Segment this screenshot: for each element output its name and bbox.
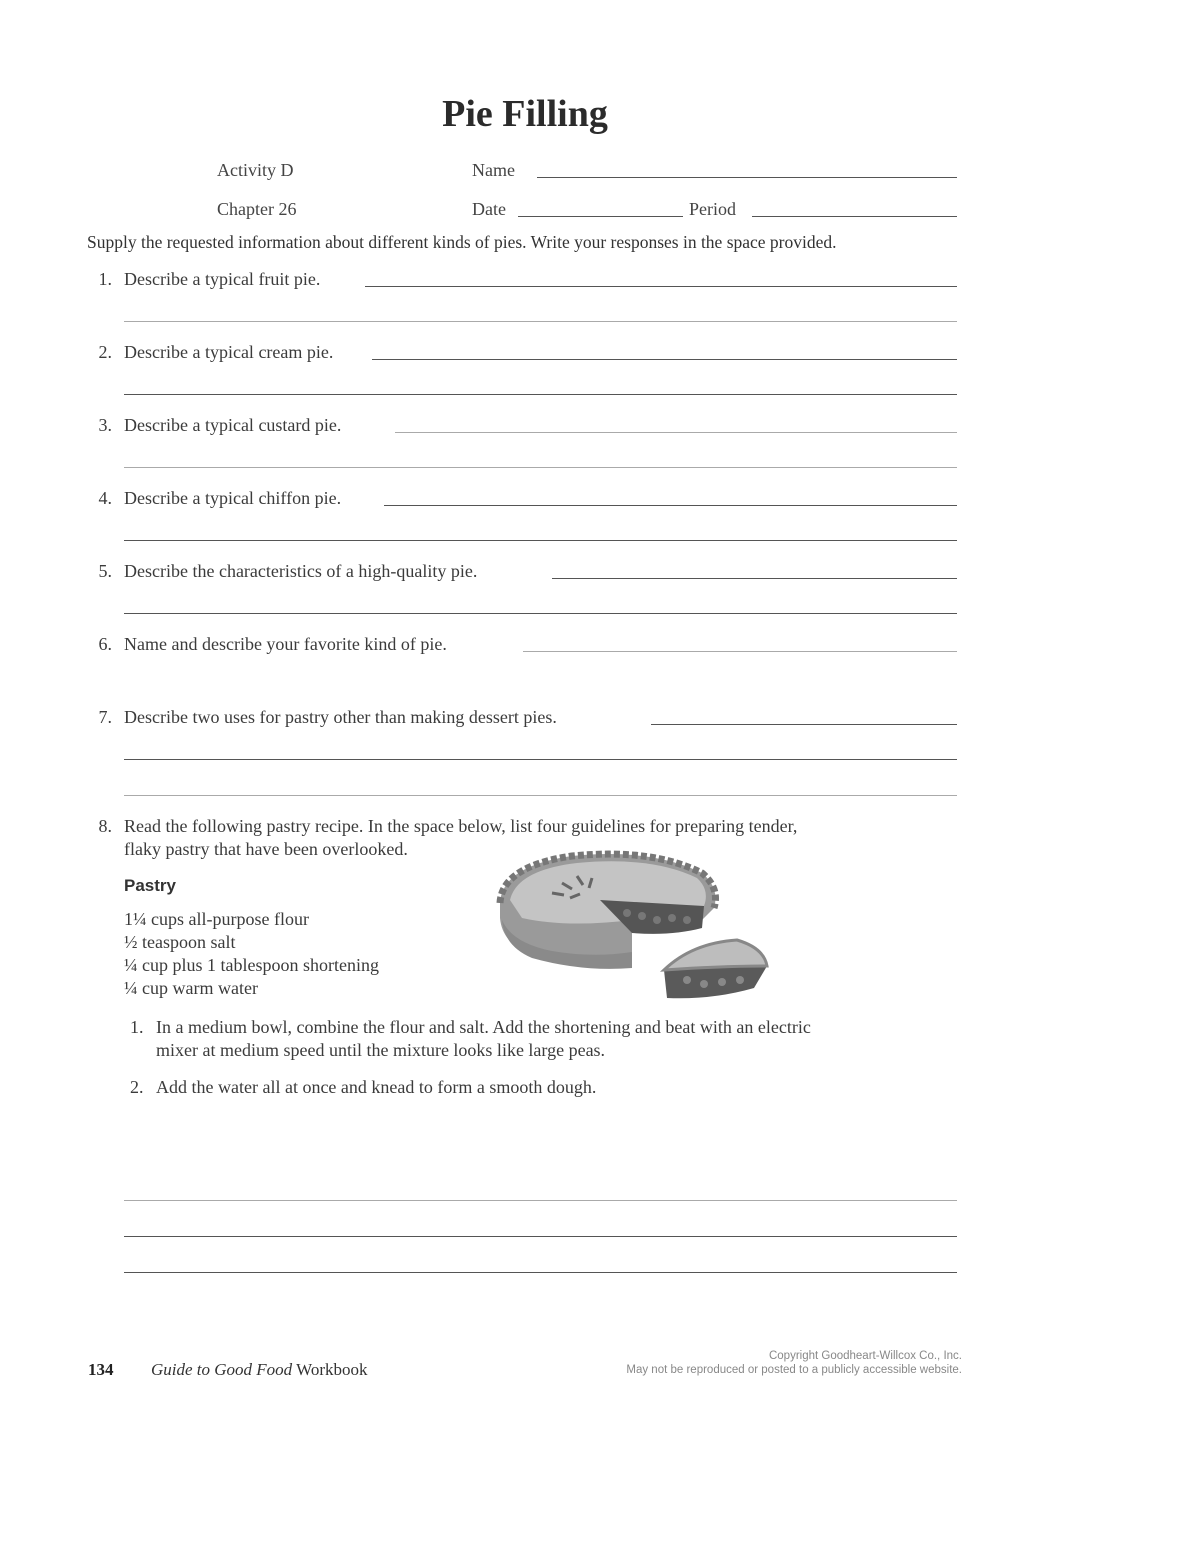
instructions: Supply the requested information about different kinds of pies. Write your responses in the space provided. bbox=[87, 232, 837, 252]
copyright-line1: Copyright Goodheart-Willcox Co., Inc. bbox=[768, 1350, 962, 1362]
question-number: 3. bbox=[98, 415, 112, 435]
answer-line[interactable] bbox=[395, 432, 957, 433]
ingredient: ¼ cup warm water bbox=[124, 978, 258, 998]
ingredient: 1¼ cups all-purpose flour bbox=[124, 909, 309, 929]
question-text: Describe two uses for pastry other than making dessert pies. bbox=[124, 707, 557, 727]
period-field[interactable] bbox=[752, 216, 957, 217]
question-text-line1: Read the following pastry recipe. In the space below, list four guidelines for preparing tender, bbox=[124, 816, 798, 836]
answer-line[interactable] bbox=[124, 394, 957, 395]
activity-label: Activity D bbox=[217, 160, 294, 180]
answer-line[interactable] bbox=[651, 724, 957, 725]
recipe-step-line1: Add the water all at once and knead to form a smooth dough. bbox=[156, 1077, 597, 1097]
pie-illustration-icon bbox=[492, 848, 772, 1008]
answer-line[interactable] bbox=[124, 759, 957, 760]
question-text: Describe the characteristics of a high-quality pie. bbox=[124, 561, 478, 581]
question-text: Describe a typical fruit pie. bbox=[124, 269, 321, 289]
answer-line[interactable] bbox=[124, 1200, 957, 1201]
answer-line[interactable] bbox=[372, 359, 957, 360]
date-label: Date bbox=[472, 199, 506, 219]
recipe-title: Pastry bbox=[124, 876, 176, 895]
question-number: 2. bbox=[98, 342, 112, 362]
ingredient: ¼ cup plus 1 tablespoon shortening bbox=[124, 955, 379, 975]
book-title-suffix: Workbook bbox=[292, 1360, 368, 1379]
answer-line[interactable] bbox=[124, 321, 957, 322]
answer-line[interactable] bbox=[124, 1272, 957, 1273]
question-number: 7. bbox=[98, 707, 112, 727]
recipe-step-number: 2. bbox=[130, 1077, 144, 1097]
book-title bbox=[151, 1360, 367, 1380]
chapter-label: Chapter 26 bbox=[217, 199, 297, 219]
question-number: 8. bbox=[98, 816, 112, 836]
answer-line[interactable] bbox=[124, 795, 957, 796]
answer-line[interactable] bbox=[124, 613, 957, 614]
page-title: Pie Filling bbox=[442, 93, 608, 135]
answer-line[interactable] bbox=[124, 540, 957, 541]
question-text: Describe a typical custard pie. bbox=[124, 415, 342, 435]
question-text: Name and describe your favorite kind of pie. bbox=[124, 634, 447, 654]
answer-line[interactable] bbox=[552, 578, 957, 579]
date-field[interactable] bbox=[518, 216, 683, 217]
question-text: Describe a typical chiffon pie. bbox=[124, 488, 342, 508]
answer-line[interactable] bbox=[124, 1236, 957, 1237]
recipe-step-line1: In a medium bowl, combine the flour and salt. Add the shortening and beat with an electric bbox=[156, 1017, 811, 1037]
ingredient: ½ teaspoon salt bbox=[124, 932, 236, 952]
name-field[interactable] bbox=[537, 177, 957, 178]
book-title-italic: Guide to Good Food bbox=[151, 1360, 293, 1379]
copyright-line2: May not be reproduced or posted to a publicly accessible website. bbox=[626, 1364, 962, 1376]
question-number: 1. bbox=[98, 269, 112, 289]
page-number: 134 bbox=[88, 1360, 114, 1379]
period-label: Period bbox=[689, 199, 736, 219]
question-number: 6. bbox=[98, 634, 112, 654]
answer-line[interactable] bbox=[384, 505, 957, 506]
recipe-step-number: 1. bbox=[130, 1017, 144, 1037]
question-number: 5. bbox=[98, 561, 112, 581]
name-label: Name bbox=[472, 160, 515, 180]
question-text: Describe a typical cream pie. bbox=[124, 342, 334, 362]
answer-line[interactable] bbox=[365, 286, 957, 287]
question-number: 4. bbox=[98, 488, 112, 508]
question-text-line2: flaky pastry that have been overlooked. bbox=[124, 839, 408, 859]
answer-line[interactable] bbox=[523, 651, 957, 652]
answer-line[interactable] bbox=[124, 467, 957, 468]
recipe-step-line2: mixer at medium speed until the mixture looks like large peas. bbox=[156, 1040, 606, 1060]
